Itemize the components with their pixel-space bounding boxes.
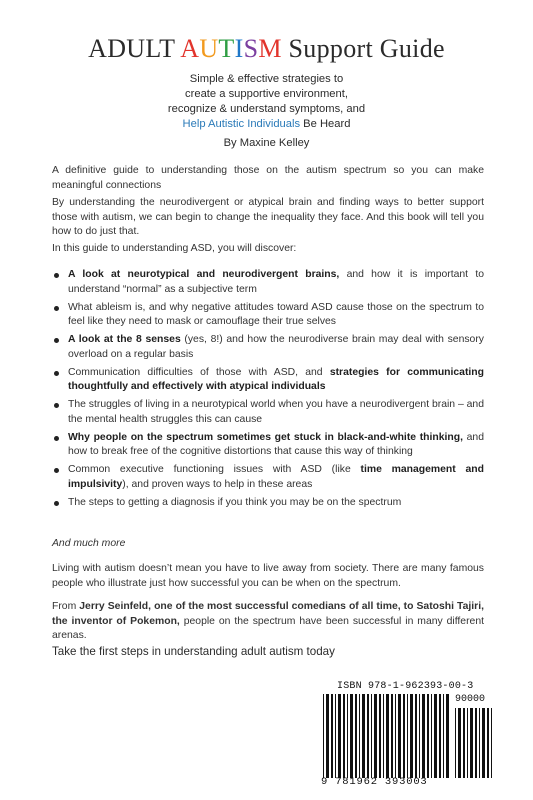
bullet-text: and how to break free of the cognitive distortions that cause this way of thinking: [68, 431, 484, 457]
barcode-bar: [362, 694, 365, 778]
barcode-bar: [331, 694, 333, 778]
barcode-bar: [395, 694, 396, 778]
subtitle-line: [90, 117, 443, 132]
barcode-bar: [415, 694, 417, 778]
barcode-bar: [323, 694, 324, 778]
call-to-action: Take the first steps in understanding adult autism today: [52, 645, 335, 658]
barcode-bar: [359, 694, 360, 778]
bullet-bold-text: A look at the 8 senses: [68, 334, 181, 345]
title-letter-t: T: [218, 34, 235, 63]
p5-pre: From: [52, 601, 80, 612]
barcode-bar: [383, 694, 384, 778]
barcode-bar: [467, 708, 468, 778]
barcode-bar: [439, 694, 441, 778]
barcode-bar: [407, 694, 408, 778]
barcode-bar: [386, 694, 389, 778]
barcode-bar: [391, 694, 393, 778]
bullet-item: [52, 398, 484, 427]
title-words-support-guide: Support Guide: [281, 34, 445, 63]
bullet-item: [52, 463, 484, 492]
barcode-bar: [455, 708, 456, 778]
barcode-bar: [419, 694, 420, 778]
barcode-bar: [446, 694, 449, 778]
barcode-bar: [371, 694, 372, 778]
bullet-text: ), and proven ways to help in these areas: [122, 478, 313, 490]
famous-people-paragraph: [52, 600, 484, 644]
addon-barcode-bars: [455, 708, 493, 778]
bullet-item: [52, 366, 484, 395]
barcode-bar: [491, 708, 492, 778]
subtitle-highlight: Help Autistic Individuals: [182, 118, 301, 130]
subtitle-line: create a supportive environment,: [185, 88, 348, 100]
barcode-bar: [470, 708, 473, 778]
bullet-text: The steps to getting a diagnosis if you think you may be on the spectrum: [68, 496, 402, 508]
ean-digits: 9 781962 393003: [321, 776, 428, 788]
p5-bold: Jerry Seinfeld, one of the most successful comedians of all time, to Satoshi Tajiri, the inventor of Pokemon,: [52, 601, 484, 627]
bullet-bold-text: strategies for communicating thoughtfully and effectively with atypical individuals: [68, 366, 484, 392]
bullet-text: The struggles of living in a neurotypical world when you have a neurodivergent brain – and the mental health struggles this can cause: [68, 399, 484, 425]
bullet-item: [52, 496, 484, 511]
author-byline: By Maxine Kelley: [223, 137, 310, 149]
barcode-bar: [479, 708, 480, 778]
title-word-adult: ADULT: [88, 34, 181, 63]
isbn-label: ISBN 978-1-962393-00-3: [337, 681, 474, 692]
book-subtitle: [90, 72, 443, 132]
title-letter-m: M: [258, 34, 282, 63]
barcode-bar: [374, 694, 377, 778]
bullet-item: [52, 268, 484, 297]
and-much-more: And much more: [52, 538, 126, 549]
barcode-bar: [427, 694, 429, 778]
bullet-item: [52, 333, 484, 362]
p5-post: people on the spectrum have been successful in many different arenas.: [52, 615, 484, 641]
barcode-bar: [326, 694, 329, 778]
barcode-bar: [398, 694, 401, 778]
bullet-text: What ableism is, and why negative attitudes toward ASD cause those on the spectrum to feel like they need to mask or camouflage their true selves: [68, 301, 484, 327]
barcode-bar: [355, 694, 357, 778]
intro-paragraph: A definitive guide to understanding those on the autism spectrum so you can make meaningful connections: [52, 165, 484, 191]
discover-lead-in: In this guide to understanding ASD, you will discover:: [52, 243, 297, 254]
book-title: [0, 34, 533, 64]
barcode-bar: [343, 694, 345, 778]
barcode-bar: [410, 694, 413, 778]
price-addon-digits: 90000: [455, 694, 486, 705]
bullet-text: (yes, 8!) and how the neurodiverse brain may deal with sensory overload on a regular basis: [68, 334, 484, 360]
barcode-bar: [347, 694, 348, 778]
title-letter-u: U: [199, 34, 219, 63]
bullet-text: Communication difficulties of those with ASD, and: [68, 366, 330, 378]
barcode-bar: [487, 708, 489, 778]
barcode-bar: [379, 694, 381, 778]
bullet-text: and how it is important to understand “normal” as a subjective term: [68, 269, 484, 295]
barcode-bar: [482, 708, 485, 778]
barcode-bar: [463, 708, 465, 778]
bullet-item: [52, 431, 484, 460]
purpose-paragraph: By understanding the neurodivergent or atypical brain and finding ways to better support those with autism, we can begin to change the inequality they face. And this book will tell you how to do just that.: [52, 197, 484, 237]
barcode-bar: [338, 694, 341, 778]
barcode-bar: [475, 708, 477, 778]
barcode-bar: [434, 694, 437, 778]
barcode-bar: [443, 694, 444, 778]
barcode-bar: [422, 694, 425, 778]
title-letter-i: I: [234, 34, 244, 63]
ean-barcode-bars: [323, 694, 451, 778]
isbn-barcode: [315, 676, 495, 790]
barcode-bar: [403, 694, 405, 778]
discover-bullet-list: [52, 268, 484, 514]
barcode-bar: [335, 694, 336, 778]
bullet-bold-text: A look at neurotypical and neurodivergent brains,: [68, 269, 340, 280]
bullet-text: Common executive functioning issues with ASD (like: [68, 464, 361, 475]
barcode-bar: [431, 694, 432, 778]
bullet-bold-text: time management and impulsivity: [68, 464, 484, 490]
title-letter-s: S: [243, 34, 259, 63]
barcode-bar: [458, 708, 461, 778]
subtitle-line: Simple & effective strategies to: [189, 73, 344, 85]
bullet-bold-text: Why people on the spectrum sometimes get stuck in black-and-white thinking,: [68, 431, 463, 443]
title-letter-a: A: [180, 34, 200, 63]
subtitle-line: recognize & understand symptoms, and: [167, 103, 366, 115]
barcode-bar: [350, 694, 353, 778]
barcode-bar: [367, 694, 369, 778]
subtitle-end: Be Heard: [300, 118, 351, 130]
bullet-item: [52, 301, 484, 330]
society-paragraph: Living with autism doesn’t mean you have to live away from society. There are many famous people who illustrate just how successful you can be when on the spectrum.: [52, 563, 484, 589]
